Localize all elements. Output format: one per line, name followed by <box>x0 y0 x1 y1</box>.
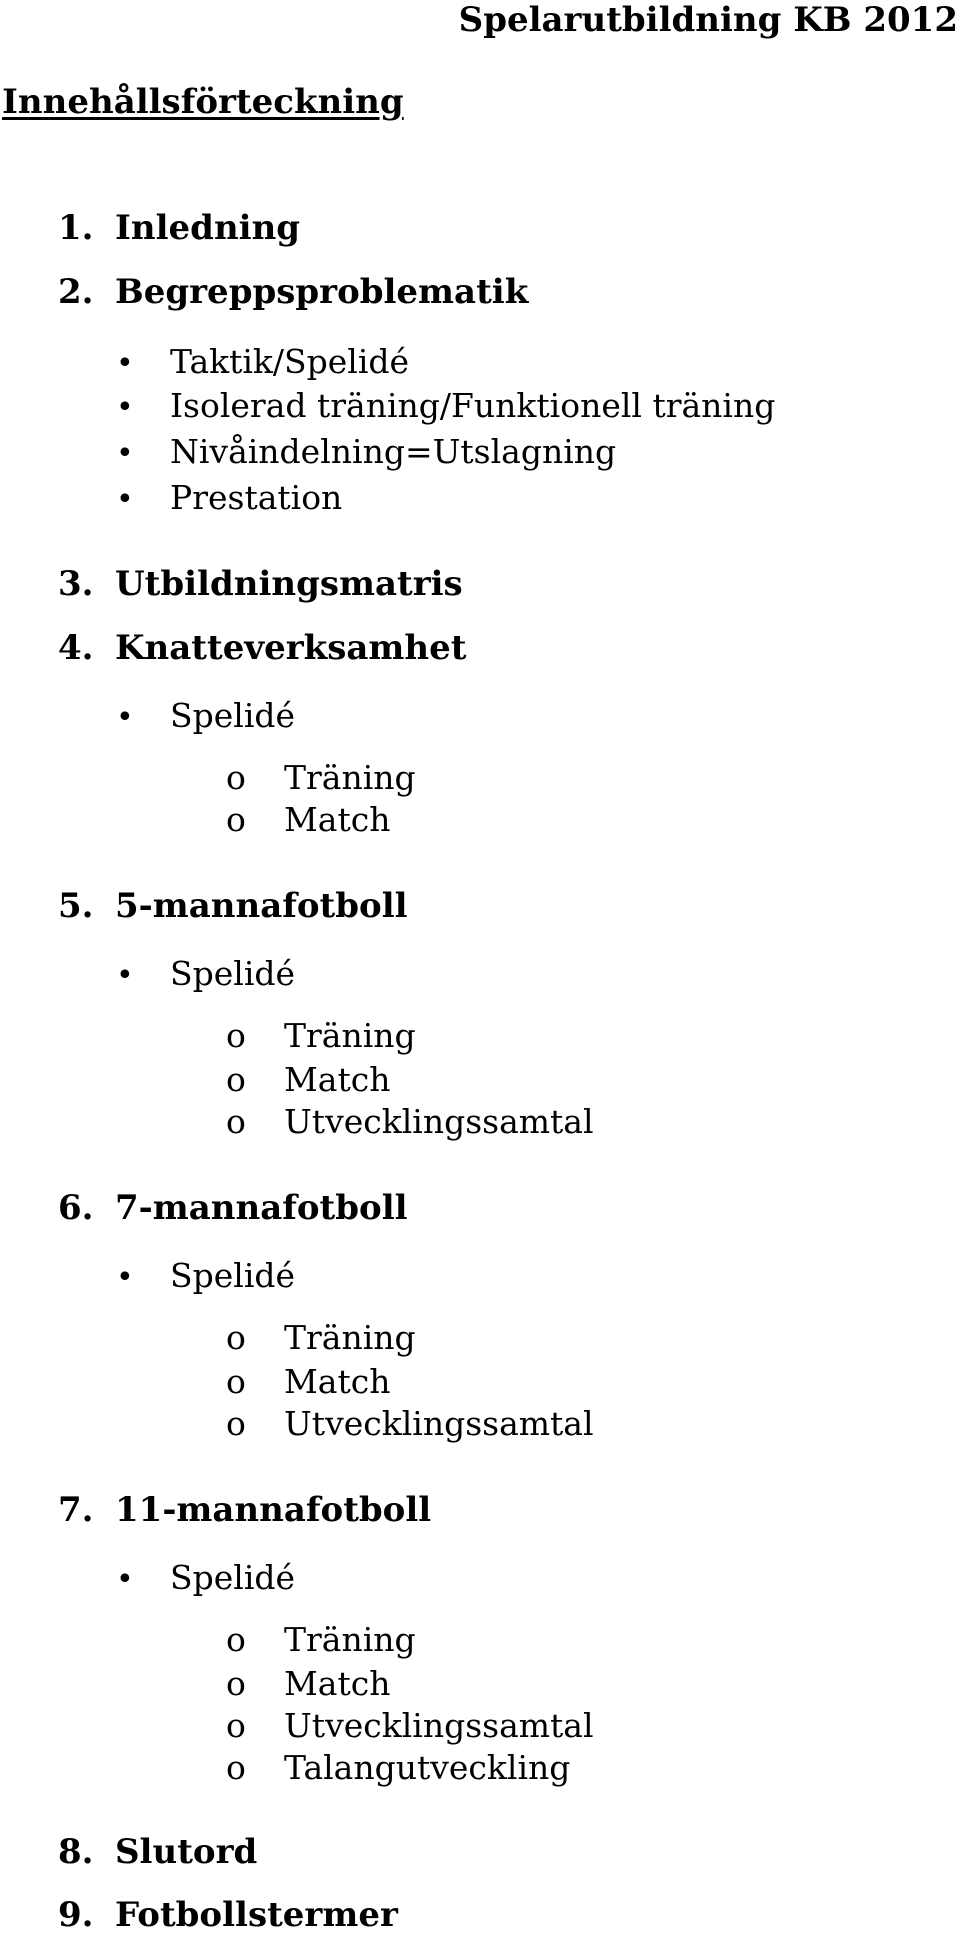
toc-bullet <box>116 476 342 522</box>
bullet-marker: • <box>116 958 134 993</box>
bullet-text: Spelidé <box>170 1256 296 1295</box>
toc-subitem <box>226 1704 594 1748</box>
sub-marker: o <box>226 1362 246 1401</box>
toc-subitem <box>226 756 416 800</box>
section-title: 7-mannafotboll <box>115 1188 408 1228</box>
sub-marker: o <box>226 1102 246 1141</box>
section-number: 7. <box>58 1490 94 1530</box>
sub-marker: o <box>226 1318 246 1357</box>
bullet-text: Isolerad träning/Funktionell träning <box>170 386 776 425</box>
toc-section-7 <box>58 1488 431 1532</box>
toc-subitem <box>226 1402 594 1446</box>
subitem-text: Talangutveckling <box>284 1748 571 1787</box>
toc-section-1 <box>58 206 300 250</box>
sub-marker: o <box>226 1706 246 1745</box>
sub-marker: o <box>226 1620 246 1659</box>
toc-subitem <box>226 1360 390 1404</box>
sub-marker: o <box>226 1016 246 1055</box>
toc-bullet <box>116 694 295 740</box>
subitem-text: Match <box>284 1060 391 1099</box>
toc-subitem <box>226 1100 594 1144</box>
section-title: Slutord <box>115 1832 258 1872</box>
sub-marker: o <box>226 1664 246 1703</box>
toc-subitem <box>226 1316 416 1360</box>
bullet-text: Taktik/Spelidé <box>170 342 410 381</box>
bullet-text: Spelidé <box>170 1558 296 1597</box>
subitem-text: Match <box>284 800 391 839</box>
toc-section-5 <box>58 884 408 928</box>
bullet-marker: • <box>116 346 134 381</box>
section-number: 3. <box>58 564 94 604</box>
section-title: Knatteverksamhet <box>115 628 467 668</box>
toc-section-8 <box>58 1830 257 1874</box>
sub-marker: o <box>226 1060 246 1099</box>
bullet-text: Spelidé <box>170 954 296 993</box>
subitem-text: Träning <box>284 1620 416 1659</box>
toc-section-3 <box>58 562 463 606</box>
section-title: Fotbollstermer <box>115 1895 398 1935</box>
toc-bullet <box>116 340 409 386</box>
toc-subitem <box>226 1746 570 1790</box>
bullet-marker: • <box>116 1562 134 1597</box>
bullet-marker: • <box>116 1260 134 1295</box>
bullet-text: Nivåindelning=Utslagning <box>170 432 617 471</box>
sub-marker: o <box>226 800 246 839</box>
subitem-text: Match <box>284 1362 391 1401</box>
section-title: 11-mannafotboll <box>115 1490 432 1530</box>
section-title: Utbildningsmatris <box>115 564 463 604</box>
subitem-text: Träning <box>284 1318 416 1357</box>
toc-subitem <box>226 1618 416 1662</box>
toc-subitem <box>226 1014 416 1058</box>
bullet-text: Prestation <box>170 478 343 517</box>
subitem-text: Utvecklingssamtal <box>284 1102 594 1141</box>
section-number: 6. <box>58 1188 94 1228</box>
toc-subitem <box>226 798 390 842</box>
toc-subitem <box>226 1058 390 1102</box>
toc-heading: Innehållsförteckning <box>2 82 404 122</box>
sub-marker: o <box>226 758 246 797</box>
section-number: 5. <box>58 886 94 926</box>
toc-subitem <box>226 1662 390 1706</box>
bullet-marker: • <box>116 700 134 735</box>
toc-section-6 <box>58 1186 408 1230</box>
bullet-marker: • <box>116 436 134 471</box>
toc-section-9 <box>58 1893 398 1937</box>
sub-marker: o <box>226 1404 246 1443</box>
toc-section-4 <box>58 626 466 670</box>
toc-bullet <box>116 384 775 430</box>
subitem-text: Träning <box>284 1016 416 1055</box>
toc-section-2 <box>58 270 528 314</box>
subitem-text: Träning <box>284 758 416 797</box>
section-number: 4. <box>58 628 94 668</box>
bullet-marker: • <box>116 482 134 517</box>
toc-bullet <box>116 430 616 476</box>
header-title: Spelarutbildning KB 2012 <box>458 0 958 40</box>
subitem-text: Match <box>284 1664 391 1703</box>
bullet-marker: • <box>116 390 134 425</box>
section-number: 9. <box>58 1895 94 1935</box>
subitem-text: Utvecklingssamtal <box>284 1706 594 1745</box>
toc-bullet <box>116 952 295 998</box>
subitem-text: Utvecklingssamtal <box>284 1404 594 1443</box>
bullet-text: Spelidé <box>170 696 296 735</box>
section-number: 1. <box>58 208 94 248</box>
toc-bullet <box>116 1556 295 1602</box>
section-title: Inledning <box>115 208 301 248</box>
section-number: 2. <box>58 272 94 312</box>
section-title: 5-mannafotboll <box>115 886 408 926</box>
section-title: Begreppsproblematik <box>115 272 529 312</box>
sub-marker: o <box>226 1748 246 1787</box>
section-number: 8. <box>58 1832 94 1872</box>
toc-bullet <box>116 1254 295 1300</box>
